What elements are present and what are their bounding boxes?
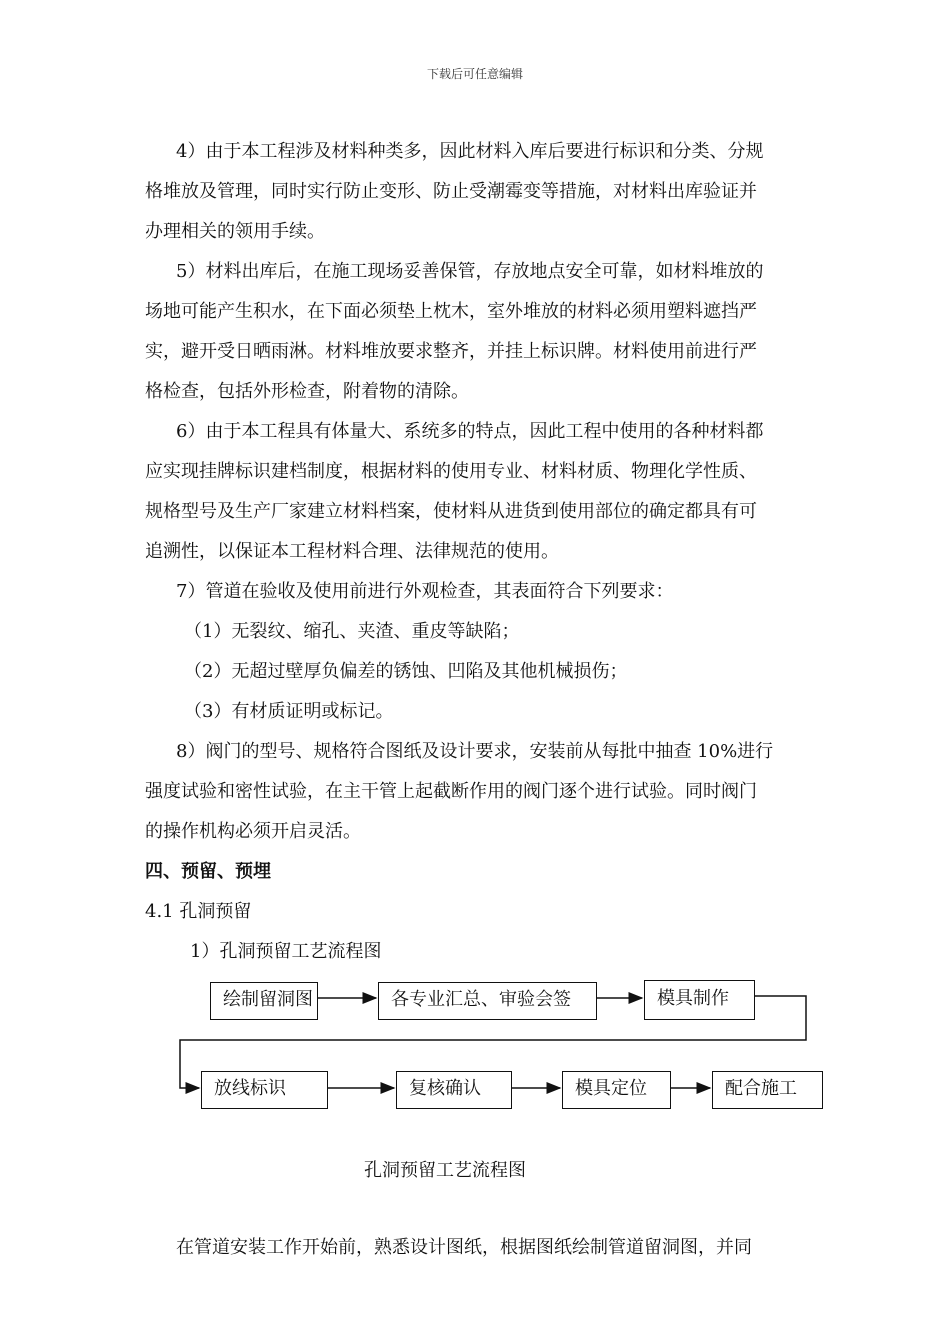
paragraph-7-line-1: 7）管道在验收及使用前进行外观检查，其表面符合下列要求： — [176, 581, 674, 602]
paragraph-8-line-1: 8）阀门的型号、规格符合图纸及设计要求，安装前从每批中抽查 10%进行 — [176, 741, 774, 762]
flow-box-mold-making: 模具制作 — [644, 980, 755, 1020]
paragraph-8-line-2: 强度试验和密性试验，在主干管上起截断作用的阀门逐个进行试验。同时阀门 — [145, 781, 757, 802]
paragraph-4-line-2: 格堆放及管理，同时实行防止变形、防止受潮霉变等措施，对材料出库验证并 — [145, 181, 757, 202]
closing-paragraph-line-1: 在管道安装工作开始前，熟悉设计图纸，根据图纸绘制管道留洞图，并同 — [176, 1237, 752, 1258]
requirement-3: （3）有材质证明或标记。 — [184, 701, 394, 722]
paragraph-6-line-2: 应实现挂牌标识建档制度，根据材料的使用专业、材料材质、物理化学性质、 — [145, 461, 757, 482]
section-title: 四、预留、预埋 — [145, 861, 271, 882]
paragraph-6-line-3: 规格型号及生产厂家建立材料档案，使材料从进货到使用部位的确定都具有可 — [145, 501, 757, 522]
paragraph-6-line-1: 6）由于本工程具有体量大、系统多的特点，因此工程中使用的各种材料都 — [176, 421, 764, 442]
flow-box-draw-hole-plan: 绘制留洞图 — [210, 982, 318, 1020]
paragraph-6-line-4: 追溯性，以保证本工程材料合理、法律规范的使用。 — [145, 541, 559, 562]
paragraph-5-line-2: 场地可能产生积水，在下面必须垫上枕木，室外堆放的材料必须用塑料遮挡严 — [145, 301, 757, 322]
paragraph-8-line-3: 的操作机构必须开启灵活。 — [145, 821, 361, 842]
subsection-title: 4.1 孔洞预留 — [145, 901, 252, 922]
page-header: 下载后可任意编辑 — [426, 67, 523, 81]
requirement-2: （2）无超过壁厚负偏差的锈蚀、凹陷及其他机械损伤； — [184, 661, 628, 682]
flowchart-title: 1）孔洞预留工艺流程图 — [190, 941, 382, 962]
flow-box-layout-marking: 放线标识 — [201, 1071, 328, 1109]
paragraph-5-line-3: 实，避开受日晒雨淋。材料堆放要求整齐，并挂上标识牌。材料使用前进行严 — [145, 341, 757, 362]
paragraph-5-line-4: 格检查，包括外形检查，附着物的清除。 — [145, 381, 469, 402]
requirement-1: （1）无裂纹、缩孔、夹渣、重皮等缺陷； — [184, 621, 520, 642]
paragraph-5-line-1: 5）材料出库后，在施工现场妥善保管，存放地点安全可靠，如材料堆放的 — [176, 261, 764, 282]
flowchart-caption: 孔洞预留工艺流程图 — [364, 1160, 526, 1181]
flow-box-collect-review: 各专业汇总、审验会签 — [378, 982, 597, 1020]
flow-box-recheck: 复核确认 — [396, 1071, 512, 1109]
flow-box-coordinate-construction: 配合施工 — [712, 1071, 823, 1109]
paragraph-4-line-3: 办理相关的领用手续。 — [145, 221, 325, 242]
flow-box-mold-positioning: 模具定位 — [562, 1071, 671, 1109]
paragraph-4-line-1: 4）由于本工程涉及材料种类多，因此材料入库后要进行标识和分类、分规 — [176, 141, 764, 162]
